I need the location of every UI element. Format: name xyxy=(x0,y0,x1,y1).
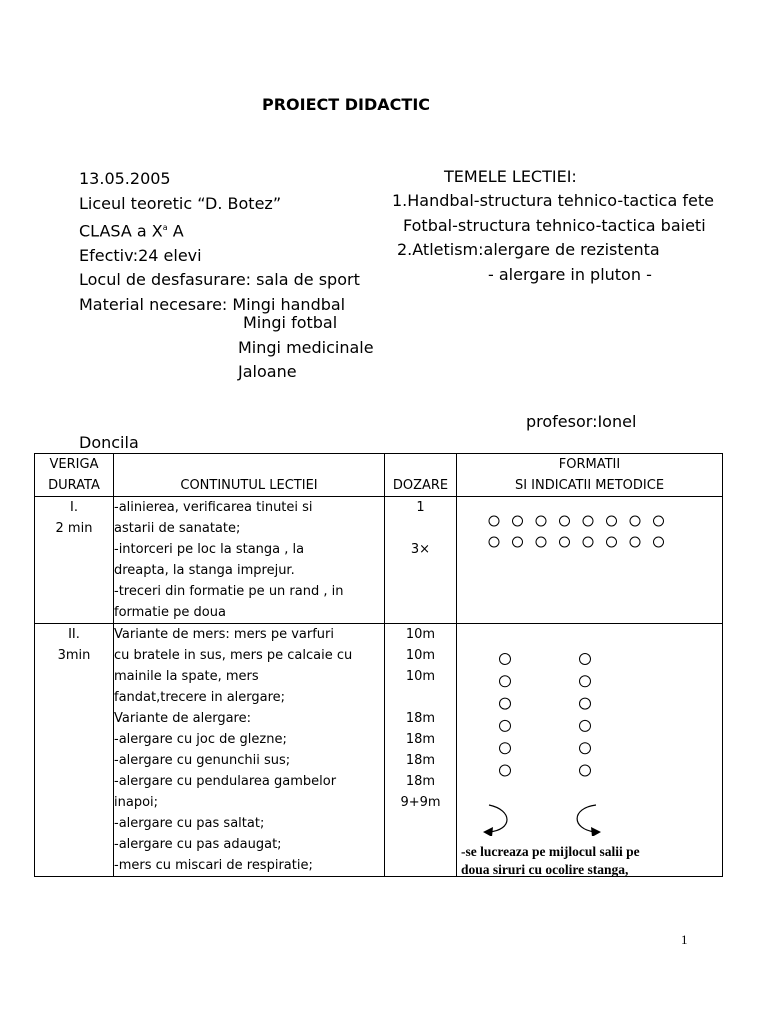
header-veriga-line1: VERIGA xyxy=(49,457,99,472)
row2-content-line: Variante de mers: mers pe varfuri xyxy=(114,627,334,642)
material-jaloane: Jaloane xyxy=(238,362,297,381)
row2-content-line: -alergare cu pas saltat; xyxy=(114,816,265,831)
row2-dosage-line xyxy=(385,813,456,834)
header-formations-line1: FORMATII xyxy=(558,457,621,472)
student-circle-icon xyxy=(500,676,511,687)
row2-content-line: mainile la spate, mers xyxy=(114,669,259,684)
left-info-block xyxy=(79,167,360,317)
row1-dosage-line xyxy=(385,518,456,539)
row2-content-line: fandat,trecere in alergare; xyxy=(114,690,286,705)
student-circles-columns xyxy=(500,654,591,777)
table-row xyxy=(35,497,723,624)
row2-note-line: -se lucreaza pe mijlocul salii pe xyxy=(461,844,640,859)
document-title: PROIECT DIDACTIC xyxy=(262,95,431,114)
student-circle-icon xyxy=(500,743,511,754)
row2-dosage-line xyxy=(385,834,456,855)
theme-line-2: Fotbal-structura tehnico-tactica baieti xyxy=(403,216,706,235)
row1-dosage-line xyxy=(385,581,456,602)
theme-line-4: - alergare in pluton - xyxy=(488,265,652,284)
table-row xyxy=(35,624,723,877)
theme-line-1: 1.Handbal-structura tehnico-tactica fete xyxy=(392,191,714,210)
right-turn-arrow-icon xyxy=(577,805,596,832)
header-formations xyxy=(457,454,723,497)
row2-dosage-line: 18m xyxy=(405,753,436,768)
student-circle-icon xyxy=(580,698,591,709)
student-circle-icon xyxy=(654,537,664,547)
student-circle-icon xyxy=(536,537,546,547)
class-line xyxy=(79,216,360,244)
student-circle-icon xyxy=(580,720,591,731)
header-dosage-line1 xyxy=(385,454,456,475)
student-circle-icon xyxy=(607,516,617,526)
student-count: Efectiv:24 elevi xyxy=(79,245,202,265)
header-content xyxy=(114,454,385,497)
row2-content-line: -mers cu miscari de respiratie; xyxy=(114,858,313,873)
student-circle-icon xyxy=(500,720,511,731)
school: Liceul teoretic “D. Botez” xyxy=(79,193,282,213)
lesson-plan-table xyxy=(34,453,723,877)
row2-dosage-line: 10m xyxy=(405,627,436,642)
material-medicinale: Mingi medicinale xyxy=(238,338,374,357)
theme-line-3: 2.Atletism:alergare de rezistenta xyxy=(397,240,660,259)
student-circle-icon xyxy=(654,516,664,526)
location: Locul de desfasurare: sala de sport xyxy=(79,270,360,290)
row2-content-line: -alergare cu pendularea gambelor xyxy=(114,774,337,789)
page-number: 1 xyxy=(681,932,688,947)
class-text: CLASA a X xyxy=(79,221,163,241)
row2-dosage xyxy=(385,624,457,877)
materials: Material necesare: Mingi handbal xyxy=(79,294,346,314)
row1-content-line: -treceri din formatie pe un rand , in xyxy=(114,584,344,599)
row1-duration: 2 min xyxy=(55,521,93,536)
row1-content-line: -intorceri pe loc la stanga , la xyxy=(114,542,305,557)
row2-formation-diagram xyxy=(457,624,723,877)
teacher-first-name: profesor:Ionel xyxy=(526,412,637,431)
class-superscript: a xyxy=(162,223,168,232)
row2-dosage-line: 18m xyxy=(405,774,436,789)
row1-dosage-line: 1 xyxy=(416,500,425,515)
row2-dosage-line xyxy=(385,687,456,708)
header-veriga-line2: DURATA xyxy=(48,478,100,493)
header-dosage xyxy=(385,454,457,497)
row1-content-line: dreapta, la stanga imprejur. xyxy=(114,563,295,578)
student-circle-icon xyxy=(489,516,499,526)
row2-content-line: Variante de alergare: xyxy=(114,711,251,726)
student-circle-icon xyxy=(513,537,523,547)
right-arrow-head-icon xyxy=(591,827,601,836)
teacher-last-name: Doncila xyxy=(79,433,139,452)
row2-content-line: cu bratele in sus, mers pe calcaie cu xyxy=(114,648,353,663)
row2-dosage-line xyxy=(385,855,456,876)
row2-content-line: -alergare cu joc de glezne; xyxy=(114,732,287,747)
row2-dosage-line: 18m xyxy=(405,711,436,726)
header-veriga xyxy=(35,454,114,497)
date: 13.05.2005 xyxy=(79,169,171,188)
student-circle-icon xyxy=(500,765,511,776)
row2-dosage-line: 10m xyxy=(405,669,436,684)
row2-content-line: -alergare cu pas adaugat; xyxy=(114,837,282,852)
row2-content xyxy=(114,624,385,877)
material-fotbal: Mingi fotbal xyxy=(243,313,338,332)
row2-dosage-line: 9+9m xyxy=(400,795,441,810)
student-circle-icon xyxy=(580,676,591,687)
row1-content-line: formatie pe doua xyxy=(114,605,226,620)
student-circle-icon xyxy=(489,537,499,547)
student-circle-icon xyxy=(583,516,593,526)
header-dosage-line2: DOZARE xyxy=(392,478,449,493)
row1-formation-diagram xyxy=(457,497,723,624)
student-circles-row1 xyxy=(489,516,664,547)
student-circle-icon xyxy=(560,537,570,547)
row2-method-note xyxy=(461,843,640,879)
student-circle-icon xyxy=(513,516,523,526)
row1-stage: I. xyxy=(70,500,78,515)
student-circle-icon xyxy=(580,765,591,776)
row2-note-line: doua siruri cu ocolire stanga, xyxy=(461,862,629,877)
row2-stage: II. xyxy=(68,627,80,642)
row1-dosage-line: 3× xyxy=(410,542,431,557)
formation-two-columns-diagram xyxy=(457,624,723,836)
row2-duration: 3min xyxy=(57,648,91,663)
student-circle-icon xyxy=(580,743,591,754)
left-arrow-head-icon xyxy=(483,827,493,836)
row2-stage-cell xyxy=(35,624,114,877)
student-circle-icon xyxy=(560,516,570,526)
themes-heading: TEMELE LECTIEI: xyxy=(444,167,577,186)
row1-content-line: astarii de sanatate; xyxy=(114,521,241,536)
header-content-line2: CONTINUTUL LECTIEI xyxy=(180,478,318,493)
row1-dosage-line xyxy=(385,560,456,581)
row2-dosage-line: 10m xyxy=(405,648,436,663)
class-suffix: A xyxy=(167,221,184,241)
table-header-row xyxy=(35,454,723,497)
row2-content-line: -alergare cu genunchii sus; xyxy=(114,753,291,768)
row2-content-line: inapoi; xyxy=(114,795,159,810)
student-circle-icon xyxy=(630,516,640,526)
student-circle-icon xyxy=(580,654,591,665)
row1-content-line: -alinierea, verificarea tinutei si xyxy=(114,500,313,515)
header-formations-line2: SI INDICATII METODICE xyxy=(514,478,665,493)
student-circle-icon xyxy=(583,537,593,547)
student-circle-icon xyxy=(500,654,511,665)
header-content-line1 xyxy=(114,454,384,475)
row1-dosage xyxy=(385,497,457,624)
student-circle-icon xyxy=(500,698,511,709)
student-circle-icon xyxy=(607,537,617,547)
row2-dosage-line: 18m xyxy=(405,732,436,747)
student-circle-icon xyxy=(630,537,640,547)
student-circle-icon xyxy=(536,516,546,526)
row1-dosage-line xyxy=(385,602,456,623)
formation-two-rows-diagram xyxy=(457,497,723,623)
row1-content xyxy=(114,497,385,624)
row1-stage-cell xyxy=(35,497,114,624)
